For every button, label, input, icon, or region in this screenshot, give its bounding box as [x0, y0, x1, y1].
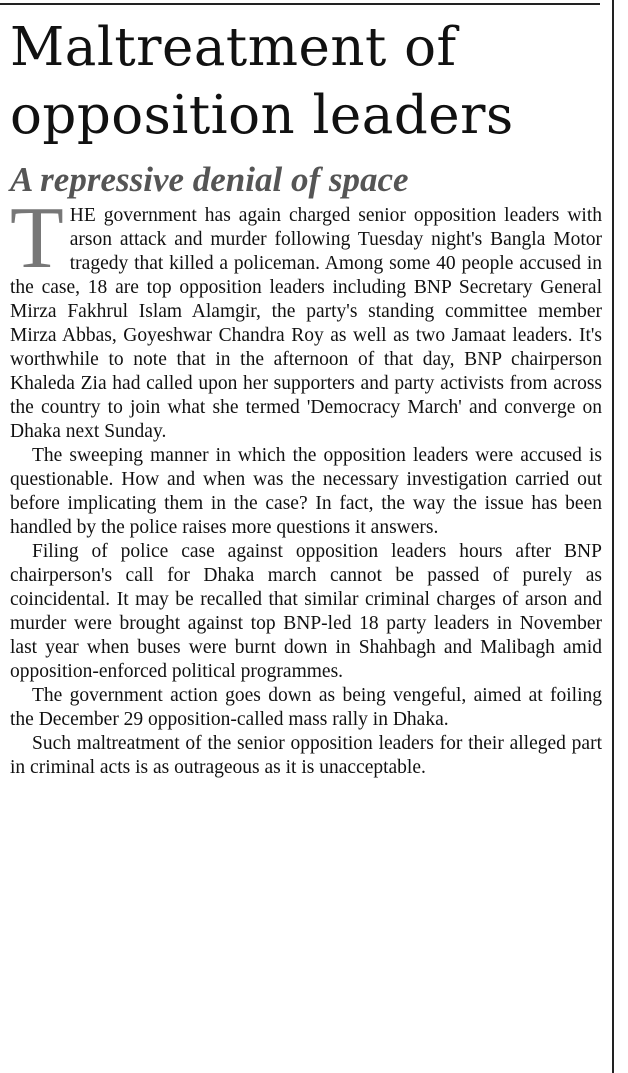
editorial-article: [10, 14, 602, 780]
paragraph-5: Such maltreatment of the senior opposition leaders for their alleged part in criminal acts is as outrageous as it is unacceptable.: [10, 733, 602, 778]
paragraph-1: [10, 190, 602, 444]
drop-cap: T: [10, 190, 64, 287]
subheadline: A repressive denial of space: [10, 160, 409, 199]
article-body: [10, 190, 602, 780]
column-rule: [612, 0, 614, 1073]
paragraph-1-text: HE government has again charged senior opposition leaders with arson attack and murder following Tuesday night's Bangla Motor tragedy that killed a policeman. Among some 40 people accused in the case, 18 are top opposition leaders including BNP Secretary General Mirza Fakhrul Islam Alamgir, the party's standing committee member Mirza Abbas, Goyeshwar Chandra Roy as well as two Jamaat leaders. It's worthwhile to note that in the afternoon of that day, BNP chairperson Khaleda Zia had called upon her supporters and party activists from across the country to join what she termed 'Democracy March' and converge on Dhaka next Sunday.: [10, 205, 602, 442]
paragraph-3: Filing of police case against opposition leaders hours after BNP chairperson's call for Dhaka march cannot be passed of purely as coincidental. It may be recalled that similar criminal charges of arson and murder were brought against top BNP-led 18 party leaders in November last year when buses were burnt down in Shahbagh and Malibagh amid opposition-enforced political programmes.: [10, 541, 602, 682]
paragraph-2: The sweeping manner in which the opposition leaders were accused is questionable. How and when was the necessary investigation carried out before implicating them in the case? In fact, the way the issue has been handled by the police raises more questions it answers.: [10, 445, 602, 538]
headline: Maltreatment of opposition leaders: [10, 17, 514, 146]
top-rule: [0, 3, 600, 5]
paragraph-4: The government action goes down as being vengeful, aimed at foiling the December 29 opposition-called mass rally in Dhaka.: [10, 685, 602, 730]
